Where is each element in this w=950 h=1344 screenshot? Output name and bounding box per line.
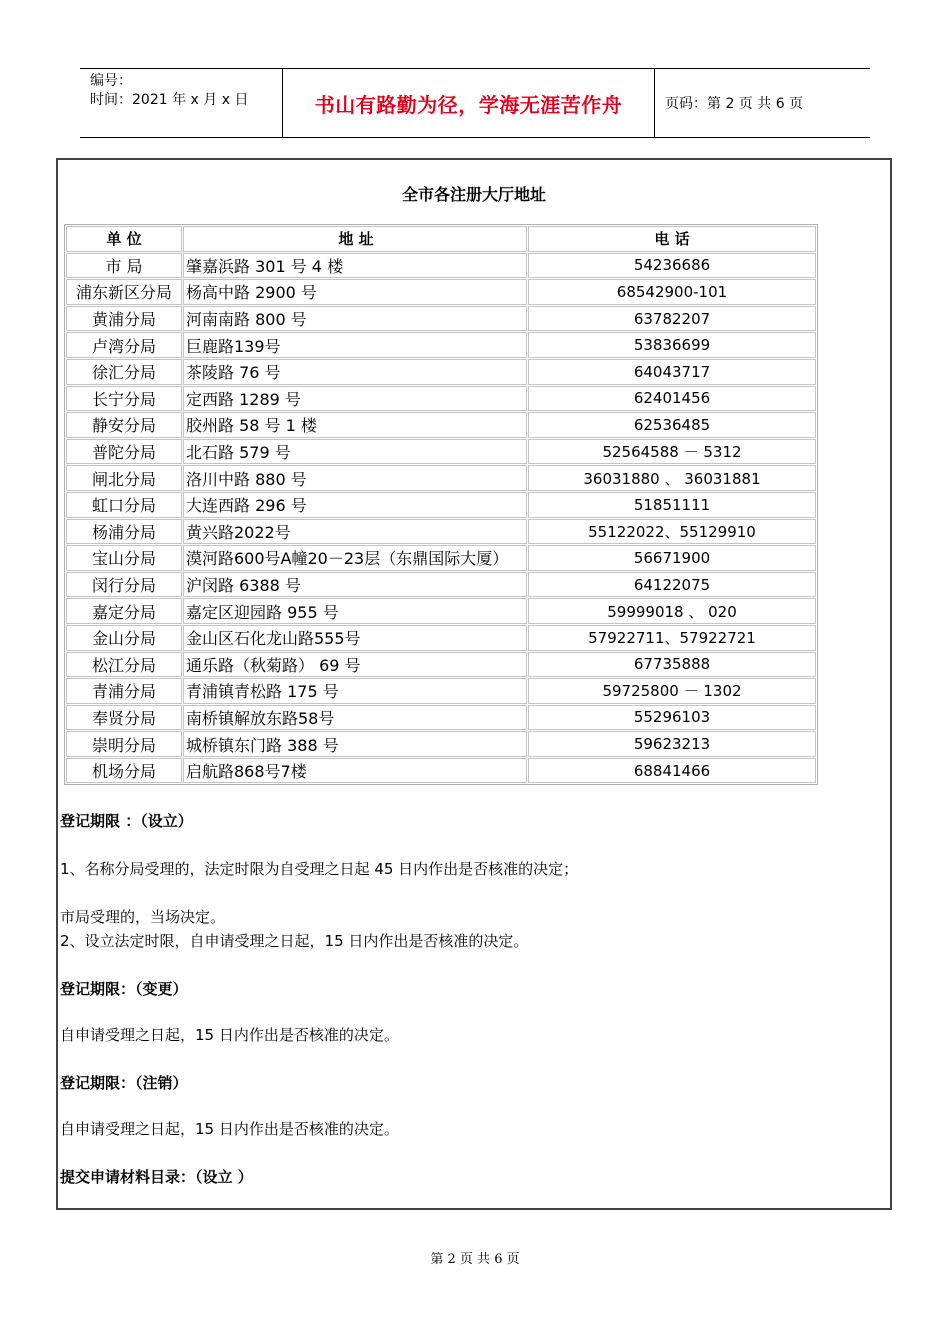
unit-cell: 杨浦分局	[66, 519, 182, 545]
section-text: 自申请受理之日起，15 日内作出是否核准的决定。	[60, 1026, 399, 1044]
section-text: 1、名称分局受理的，法定时限为自受理之日起 45 日内作出是否核准的决定；	[60, 860, 579, 878]
table-row	[66, 519, 816, 545]
unit-cell: 青浦分局	[66, 678, 182, 704]
unit-cell: 奉贤分局	[66, 705, 182, 731]
phone-cell: 51851111	[528, 492, 816, 518]
page-footer: 第 2 页 共 6 页	[430, 1252, 520, 1267]
page-info: 页码：第 2 页 共 6 页	[665, 96, 804, 112]
phone-cell: 56671900	[528, 545, 816, 571]
phone-cell: 64043717	[528, 359, 816, 385]
unit-cell: 黄浦分局	[66, 306, 182, 332]
document-time: 时间：2021 年 x 月 x 日	[90, 92, 249, 108]
address-cell: 胶州路 58 号 1 楼	[183, 412, 527, 438]
address-cell: 巨鹿路139号	[183, 332, 527, 358]
unit-cell: 机场分局	[66, 758, 182, 784]
unit-cell: 市 局	[66, 253, 182, 279]
registration-hall-table	[64, 224, 818, 785]
table-row	[66, 678, 816, 704]
table-row	[66, 306, 816, 332]
address-cell: 南桥镇解放东路58号	[183, 705, 527, 731]
address-cell: 洛川中路 880 号	[183, 465, 527, 491]
table-row	[66, 625, 816, 651]
motto: 书山有路勤为径，学海无涯苦作舟	[314, 92, 623, 117]
phone-cell: 55122022、55129910	[528, 519, 816, 545]
section-text: 自申请受理之日起，15 日内作出是否核准的决定。	[60, 1120, 399, 1138]
address-cell: 黄兴路2022号	[183, 519, 527, 545]
phone-cell: 68841466	[528, 758, 816, 784]
phone-cell: 62401456	[528, 386, 816, 412]
address-cell: 肇嘉浜路 301 号 4 楼	[183, 253, 527, 279]
unit-cell: 长宁分局	[66, 386, 182, 412]
address-cell: 通乐路（秋菊路） 69 号	[183, 652, 527, 678]
address-cell: 河南南路 800 号	[183, 306, 527, 332]
table-row	[66, 332, 816, 358]
section-text: 2、设立法定时限，自申请受理之日起，15 日内作出是否核准的决定。	[60, 932, 529, 950]
phone-cell: 52564588 － 5312	[528, 439, 816, 465]
column-header-phone: 电 话	[528, 226, 816, 252]
header-motto-cell	[283, 69, 655, 137]
address-cell: 茶陵路 76 号	[183, 359, 527, 385]
section-heading-change: 登记期限：（变更）	[60, 980, 188, 998]
table-row	[66, 386, 816, 412]
unit-cell: 松江分局	[66, 652, 182, 678]
address-cell: 沪闵路 6388 号	[183, 572, 527, 598]
unit-cell: 金山分局	[66, 625, 182, 651]
table-row	[66, 279, 816, 305]
phone-cell: 64122075	[528, 572, 816, 598]
phone-cell: 68542900-101	[528, 279, 816, 305]
phone-cell: 59623213	[528, 731, 816, 757]
table-row	[66, 758, 816, 784]
section-text: 市局受理的，当场决定。	[60, 908, 226, 926]
address-cell: 漠河路600号A幢20－23层（东鼎国际大厦）	[183, 545, 527, 571]
address-cell: 青浦镇青松路 175 号	[183, 678, 527, 704]
unit-cell: 嘉定分局	[66, 598, 182, 624]
unit-cell: 静安分局	[66, 412, 182, 438]
table-row	[66, 572, 816, 598]
table-row	[66, 465, 816, 491]
phone-cell: 59999018 、 020	[528, 598, 816, 624]
address-cell: 北石路 579 号	[183, 439, 527, 465]
section-heading-establish: 登记期限 ：（设立）	[60, 812, 193, 830]
content-frame	[56, 158, 892, 1210]
table-row	[66, 652, 816, 678]
address-cell: 金山区石化龙山路555号	[183, 625, 527, 651]
header-meta	[80, 69, 283, 137]
unit-cell: 宝山分局	[66, 545, 182, 571]
unit-cell: 闵行分局	[66, 572, 182, 598]
phone-cell: 62536485	[528, 412, 816, 438]
phone-cell: 53836699	[528, 332, 816, 358]
address-cell: 大连西路 296 号	[183, 492, 527, 518]
address-cell: 启航路868号7楼	[183, 758, 527, 784]
phone-cell: 55296103	[528, 705, 816, 731]
section-heading-materials: 提交申请材料目录：（设立 ）	[60, 1168, 253, 1186]
unit-cell: 卢湾分局	[66, 332, 182, 358]
table-row	[66, 439, 816, 465]
address-cell: 杨高中路 2900 号	[183, 279, 527, 305]
column-header-address: 地 址	[183, 226, 527, 252]
unit-cell: 徐汇分局	[66, 359, 182, 385]
column-header-unit: 单 位	[66, 226, 182, 252]
phone-cell: 59725800 － 1302	[528, 678, 816, 704]
phone-cell: 36031880 、 36031881	[528, 465, 816, 491]
table-row	[66, 492, 816, 518]
phone-cell: 67735888	[528, 652, 816, 678]
unit-cell: 闸北分局	[66, 465, 182, 491]
table-row	[66, 731, 816, 757]
phone-cell: 57922711、57922721	[528, 625, 816, 651]
table-title: 全市各注册大厅地址	[401, 185, 546, 204]
address-cell: 定西路 1289 号	[183, 386, 527, 412]
address-cell: 城桥镇东门路 388 号	[183, 731, 527, 757]
unit-cell: 浦东新区分局	[66, 279, 182, 305]
table-header-row	[66, 226, 816, 252]
unit-cell: 崇明分局	[66, 731, 182, 757]
unit-cell: 虹口分局	[66, 492, 182, 518]
header-page-cell	[655, 69, 870, 137]
page-header	[80, 68, 870, 138]
table-row	[66, 412, 816, 438]
phone-cell: 54236686	[528, 253, 816, 279]
document-number: 编号：	[90, 73, 132, 89]
table-row	[66, 359, 816, 385]
section-heading-cancel: 登记期限：（注销）	[60, 1074, 188, 1092]
table-row	[66, 705, 816, 731]
table-row	[66, 545, 816, 571]
address-cell: 嘉定区迎园路 955 号	[183, 598, 527, 624]
phone-cell: 63782207	[528, 306, 816, 332]
table-row	[66, 253, 816, 279]
table-row	[66, 598, 816, 624]
unit-cell: 普陀分局	[66, 439, 182, 465]
